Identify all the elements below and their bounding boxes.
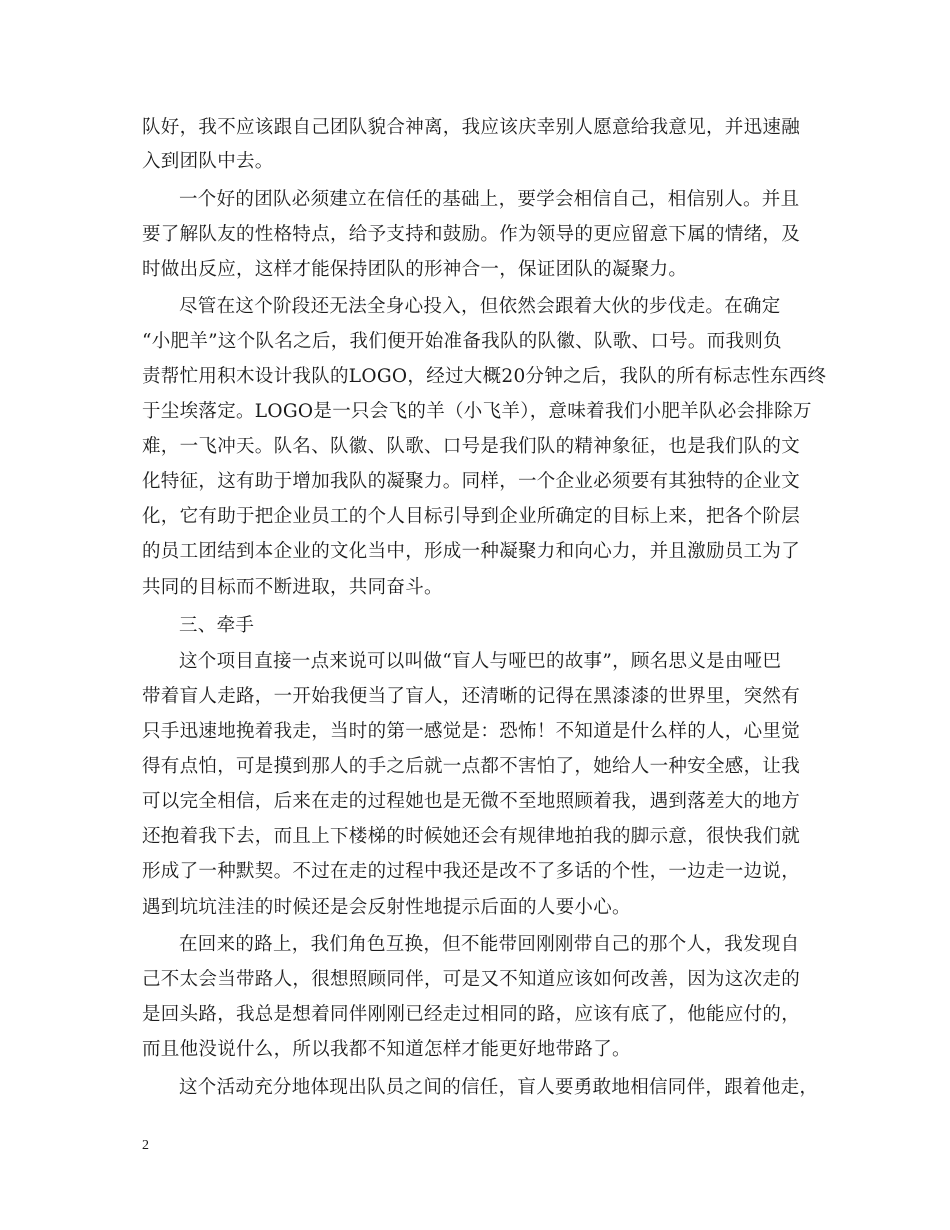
text-line: 化，它有助于把企业员工的个人目标引导到企业所确定的目标上来，把各个阶层 — [142, 506, 801, 527]
text-line: 而且他没说什么，所以我都不知道怎样才能更好地带路了。 — [142, 1039, 631, 1060]
paragraph-start-line: 一个好的团队必须建立在信任的基础上，要学会相信自己，相信别人。并且 — [179, 189, 800, 210]
text-line: 遇到坑坑洼洼的时候还是会反射性地提示后面的人要小心。 — [142, 897, 631, 918]
text-line: 只手迅速地挽着我走，当时的第一感觉是：恐怖！不知道是什么样的人，心里觉 — [142, 721, 801, 742]
text-line: 责帮忙用积木设计我队的LOGO，经过大概20分钟之后，我队的所有标志性东西终 — [142, 366, 827, 387]
paragraph-start-line: 在回来的路上，我们角色互换，但不能带回刚刚带自己的那个人，我发现自 — [179, 934, 800, 955]
text-line: 得有点怕，可是摸到那人的手之后就一点都不害怕了，她给人一种安全感，让我 — [142, 756, 801, 777]
paragraph-start-line: 这个活动充分地体现出队员之间的信任，盲人要勇敢地相信同伴，跟着他走， — [179, 1077, 819, 1098]
paragraph-start-line: 这个项目直接一点来说可以叫做“盲人与哑巴的故事”，顾名思义是由哑巴 — [179, 651, 782, 672]
text-line: 己不太会当带路人，很想照顾同伴，可是又不知道应该如何改善，因为这次走的 — [142, 969, 801, 990]
text-line: 还抱着我下去，而且上下楼梯的时候她还会有规律地拍我的脚示意，很快我们就 — [142, 826, 801, 847]
section-heading: 三、牵手 — [179, 615, 255, 636]
text-line: 是回头路，我总是想着同伴刚刚已经走过相同的路，应该有底了，他能应付的， — [142, 1004, 801, 1025]
text-line: 带着盲人走路，一开始我便当了盲人，还清晰的记得在黑漆漆的世界里，突然有 — [142, 686, 801, 707]
paragraph-start-line: 尽管在这个阶段还无法全身心投入，但依然会跟着大伙的步伐走。在确定 — [179, 296, 781, 317]
text-line: 时做出反应，这样才能保持团队的形神合一，保证团队的凝聚力。 — [142, 259, 688, 280]
text-line: “小肥羊”这个队名之后，我们便开始准备我队的队徽、队歌、口号。而我则负 — [142, 331, 782, 352]
text-line: 队好，我不应该跟自己团队貌合神离，我应该庆幸别人愿意给我意见，并迅速融 — [142, 117, 801, 138]
text-line: 共同的目标而不断进取，共同奋斗。 — [142, 577, 443, 598]
text-line: 要了解队友的性格特点，给予支持和鼓励。作为领导的更应留意下属的情绪，及 — [142, 224, 801, 245]
text-line: 形成了一种默契。不过在走的过程中我还是改不了多话的个性，一边走一边说， — [142, 861, 801, 882]
page-number: 2 — [142, 1138, 149, 1153]
text-line: 入到团队中去。 — [142, 151, 274, 172]
text-line: 化特征，这有助于增加我队的凝聚力。同样，一个企业必须要有其独特的企业文 — [142, 471, 801, 492]
text-line: 可以完全相信，后来在走的过程她也是无微不至地照顾着我，遇到落差大的地方 — [142, 791, 801, 812]
text-line: 于尘埃落定。LOGO是一只会飞的羊（小飞羊），意味着我们小肥羊队必会排除万 — [142, 401, 812, 422]
text-line: 的员工团结到本企业的文化当中，形成一种凝聚力和向心力，并且激励员工为了 — [142, 541, 801, 562]
text-line: 难，一飞冲天。队名、队徽、队歌、口号是我们队的精神象征，也是我们队的文 — [142, 436, 801, 457]
